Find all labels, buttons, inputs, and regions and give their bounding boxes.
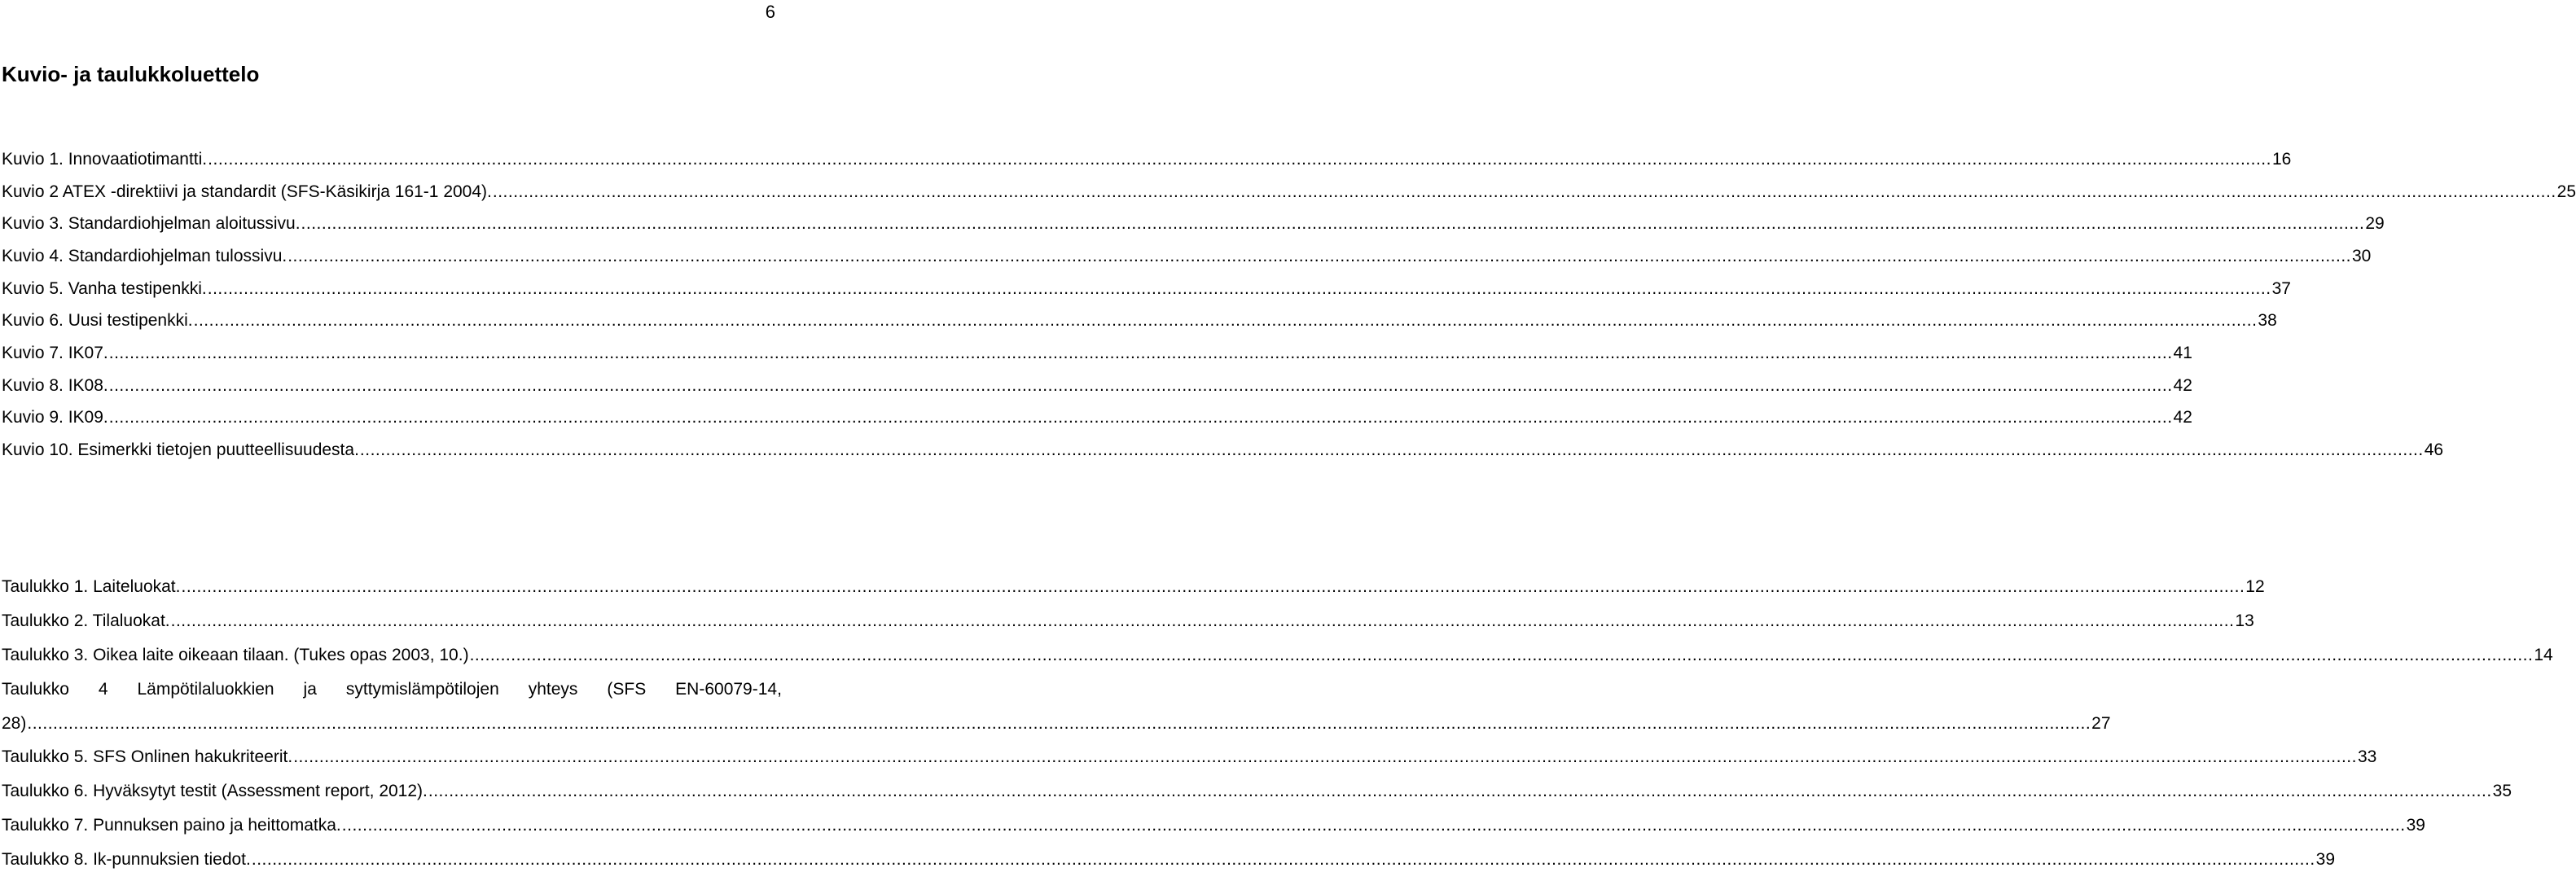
dot-leader: ................................................................................................................................................................................................................................................................................................................................................................................................................ [108, 408, 2173, 427]
figure-entry-label: Kuvio 5. Vanha testipenkki. [2, 278, 207, 298]
page-number: 6 [765, 2, 775, 22]
table-entry-label: Taulukko 6. Hyväksytyt testit (Assessment report, 2012). [2, 782, 428, 801]
figure-entry[interactable] [2, 208, 2385, 240]
table-entry-page: 13 [2235, 611, 2254, 630]
figure-list [2, 143, 2576, 467]
figure-entry-page: 38 [2258, 311, 2277, 331]
table-entry-page: 27 [2091, 713, 2111, 733]
dot-leader: ................................................................................................................................................................................................................................................................................................................................................................................................................ [108, 343, 2173, 362]
dot-leader: ................................................................................................................................................................................................................................................................................................................................................................................................................ [207, 278, 2271, 298]
table-entry[interactable] [2, 570, 2265, 604]
dot-leader: ................................................................................................................................................................................................................................................................................................................................................................................................................ [27, 713, 2091, 733]
label-word: 4 [98, 679, 108, 699]
figure-entry[interactable] [2, 273, 2291, 305]
figure-entry-label: Kuvio 9. IK09. [2, 408, 108, 427]
table-entry-page: 39 [2315, 850, 2336, 870]
dot-leader: ................................................................................................................................................................................................................................................................................................................................................................................................................ [301, 214, 2365, 234]
table-entry-label: Taulukko 2. Tilaluokat. [2, 611, 170, 630]
figure-entry[interactable] [2, 143, 2292, 176]
table-entry-label: Taulukko 1. Laiteluokat. [2, 576, 181, 596]
figure-entry-page: 41 [2173, 343, 2192, 362]
figure-entry[interactable] [2, 240, 2372, 273]
figure-entry-label: Kuvio 1. Innovaatiotimantti. [2, 149, 208, 169]
dot-leader: ................................................................................................................................................................................................................................................................................................................................................................................................................ [428, 782, 2492, 801]
dot-leader: ................................................................................................................................................................................................................................................................................................................................................................................................................ [359, 440, 2424, 460]
label-word: (SFS [607, 679, 647, 699]
table-entry-page: 12 [2245, 576, 2265, 596]
table-entry-label: Taulukko 3. Oikea laite oikeaan tilaan. (Tukes opas 2003, 10.) [2, 645, 469, 664]
figure-entry-page: 30 [2352, 246, 2372, 265]
figure-entry[interactable] [2, 305, 2277, 337]
table-entry[interactable] [2, 604, 2254, 638]
table-entry[interactable] [2, 809, 2425, 843]
figure-entry-label: Kuvio 7. IK07. [2, 343, 108, 362]
dot-leader: ................................................................................................................................................................................................................................................................................................................................................................................................................ [108, 375, 2173, 395]
page-title: Kuvio- ja taulukkoluettelo [2, 62, 260, 86]
label-word: syttymislämpötilojen [345, 679, 499, 699]
table-entry-page: 35 [2492, 782, 2512, 801]
table-entry[interactable] [2, 843, 2336, 877]
table-entry[interactable] [2, 638, 2553, 673]
table-entry[interactable] [2, 707, 2111, 741]
label-word: yhteys [528, 679, 578, 699]
figure-entry-label: Kuvio 4. Standardiohjelman tulossivu. [2, 246, 287, 265]
dot-leader: ................................................................................................................................................................................................................................................................................................................................................................................................................ [341, 816, 2406, 835]
table-entry-page: 33 [2357, 747, 2377, 767]
figure-entry-page: 42 [2173, 408, 2192, 427]
figure-entry[interactable] [2, 176, 2576, 208]
table-entry-label: Taulukko 5. SFS Onlinen hakukriteerit. [2, 747, 293, 767]
dot-leader: ................................................................................................................................................................................................................................................................................................................................................................................................................ [492, 182, 2556, 201]
dot-leader: ................................................................................................................................................................................................................................................................................................................................................................................................................ [170, 611, 2235, 630]
figure-entry[interactable] [2, 434, 2444, 467]
table-entry[interactable] [2, 774, 2512, 809]
figure-entry-label: Kuvio 8. IK08. [2, 375, 108, 395]
table-entry-page: 14 [2534, 645, 2553, 664]
figure-entry-page: 25 [2556, 182, 2576, 201]
table-entry-label-line [2, 680, 782, 699]
figure-entry-page: 16 [2271, 149, 2292, 169]
label-word: EN-60079-14, [675, 679, 782, 699]
figure-entry-label: Kuvio 6. Uusi testipenkki. [2, 311, 193, 331]
dot-leader: ................................................................................................................................................................................................................................................................................................................................................................................................................ [193, 311, 2258, 331]
figure-entry[interactable] [2, 402, 2192, 435]
dot-leader: ................................................................................................................................................................................................................................................................................................................................................................................................................ [181, 576, 2245, 596]
figure-entry-page: 42 [2173, 375, 2192, 395]
table-entry-label: Taulukko 8. Ik-punnuksien tiedot. [2, 850, 251, 870]
dot-leader: ................................................................................................................................................................................................................................................................................................................................................................................................................ [208, 149, 2271, 169]
table-entry-label: Taulukko 7. Punnuksen paino ja heittomatka. [2, 816, 341, 835]
figure-entry-page: 29 [2365, 214, 2385, 234]
dot-leader: ................................................................................................................................................................................................................................................................................................................................................................................................................ [469, 645, 2534, 664]
figure-entry-label: Kuvio 3. Standardiohjelman aloitussivu. [2, 214, 301, 234]
table-entry[interactable] [2, 740, 2377, 774]
dot-leader: ................................................................................................................................................................................................................................................................................................................................................................................................................ [287, 246, 2351, 265]
dot-leader: ................................................................................................................................................................................................................................................................................................................................................................................................................ [293, 747, 2357, 767]
dot-leader: ................................................................................................................................................................................................................................................................................................................................................................................................................ [251, 850, 2315, 870]
figure-entry-label: Kuvio 2 ATEX -direktiivi ja standardit (SFS-Käsikirja 161-1 2004). [2, 182, 492, 201]
table-list [2, 570, 2553, 877]
figure-entry[interactable] [2, 370, 2192, 402]
label-word: ja [303, 679, 317, 699]
figure-entry-label: Kuvio 10. Esimerkki tietojen puutteellisuudesta. [2, 440, 359, 460]
figure-entry-page: 37 [2271, 278, 2291, 298]
label-word: Lämpötilaluokkien [137, 679, 274, 699]
table-entry-page: 39 [2406, 816, 2425, 835]
table-entry-label: 28) [2, 713, 27, 733]
figure-entry[interactable] [2, 337, 2192, 370]
label-word: Taulukko [2, 679, 69, 699]
figure-entry-page: 46 [2424, 440, 2444, 460]
table-entry-first-line[interactable] [2, 673, 782, 707]
